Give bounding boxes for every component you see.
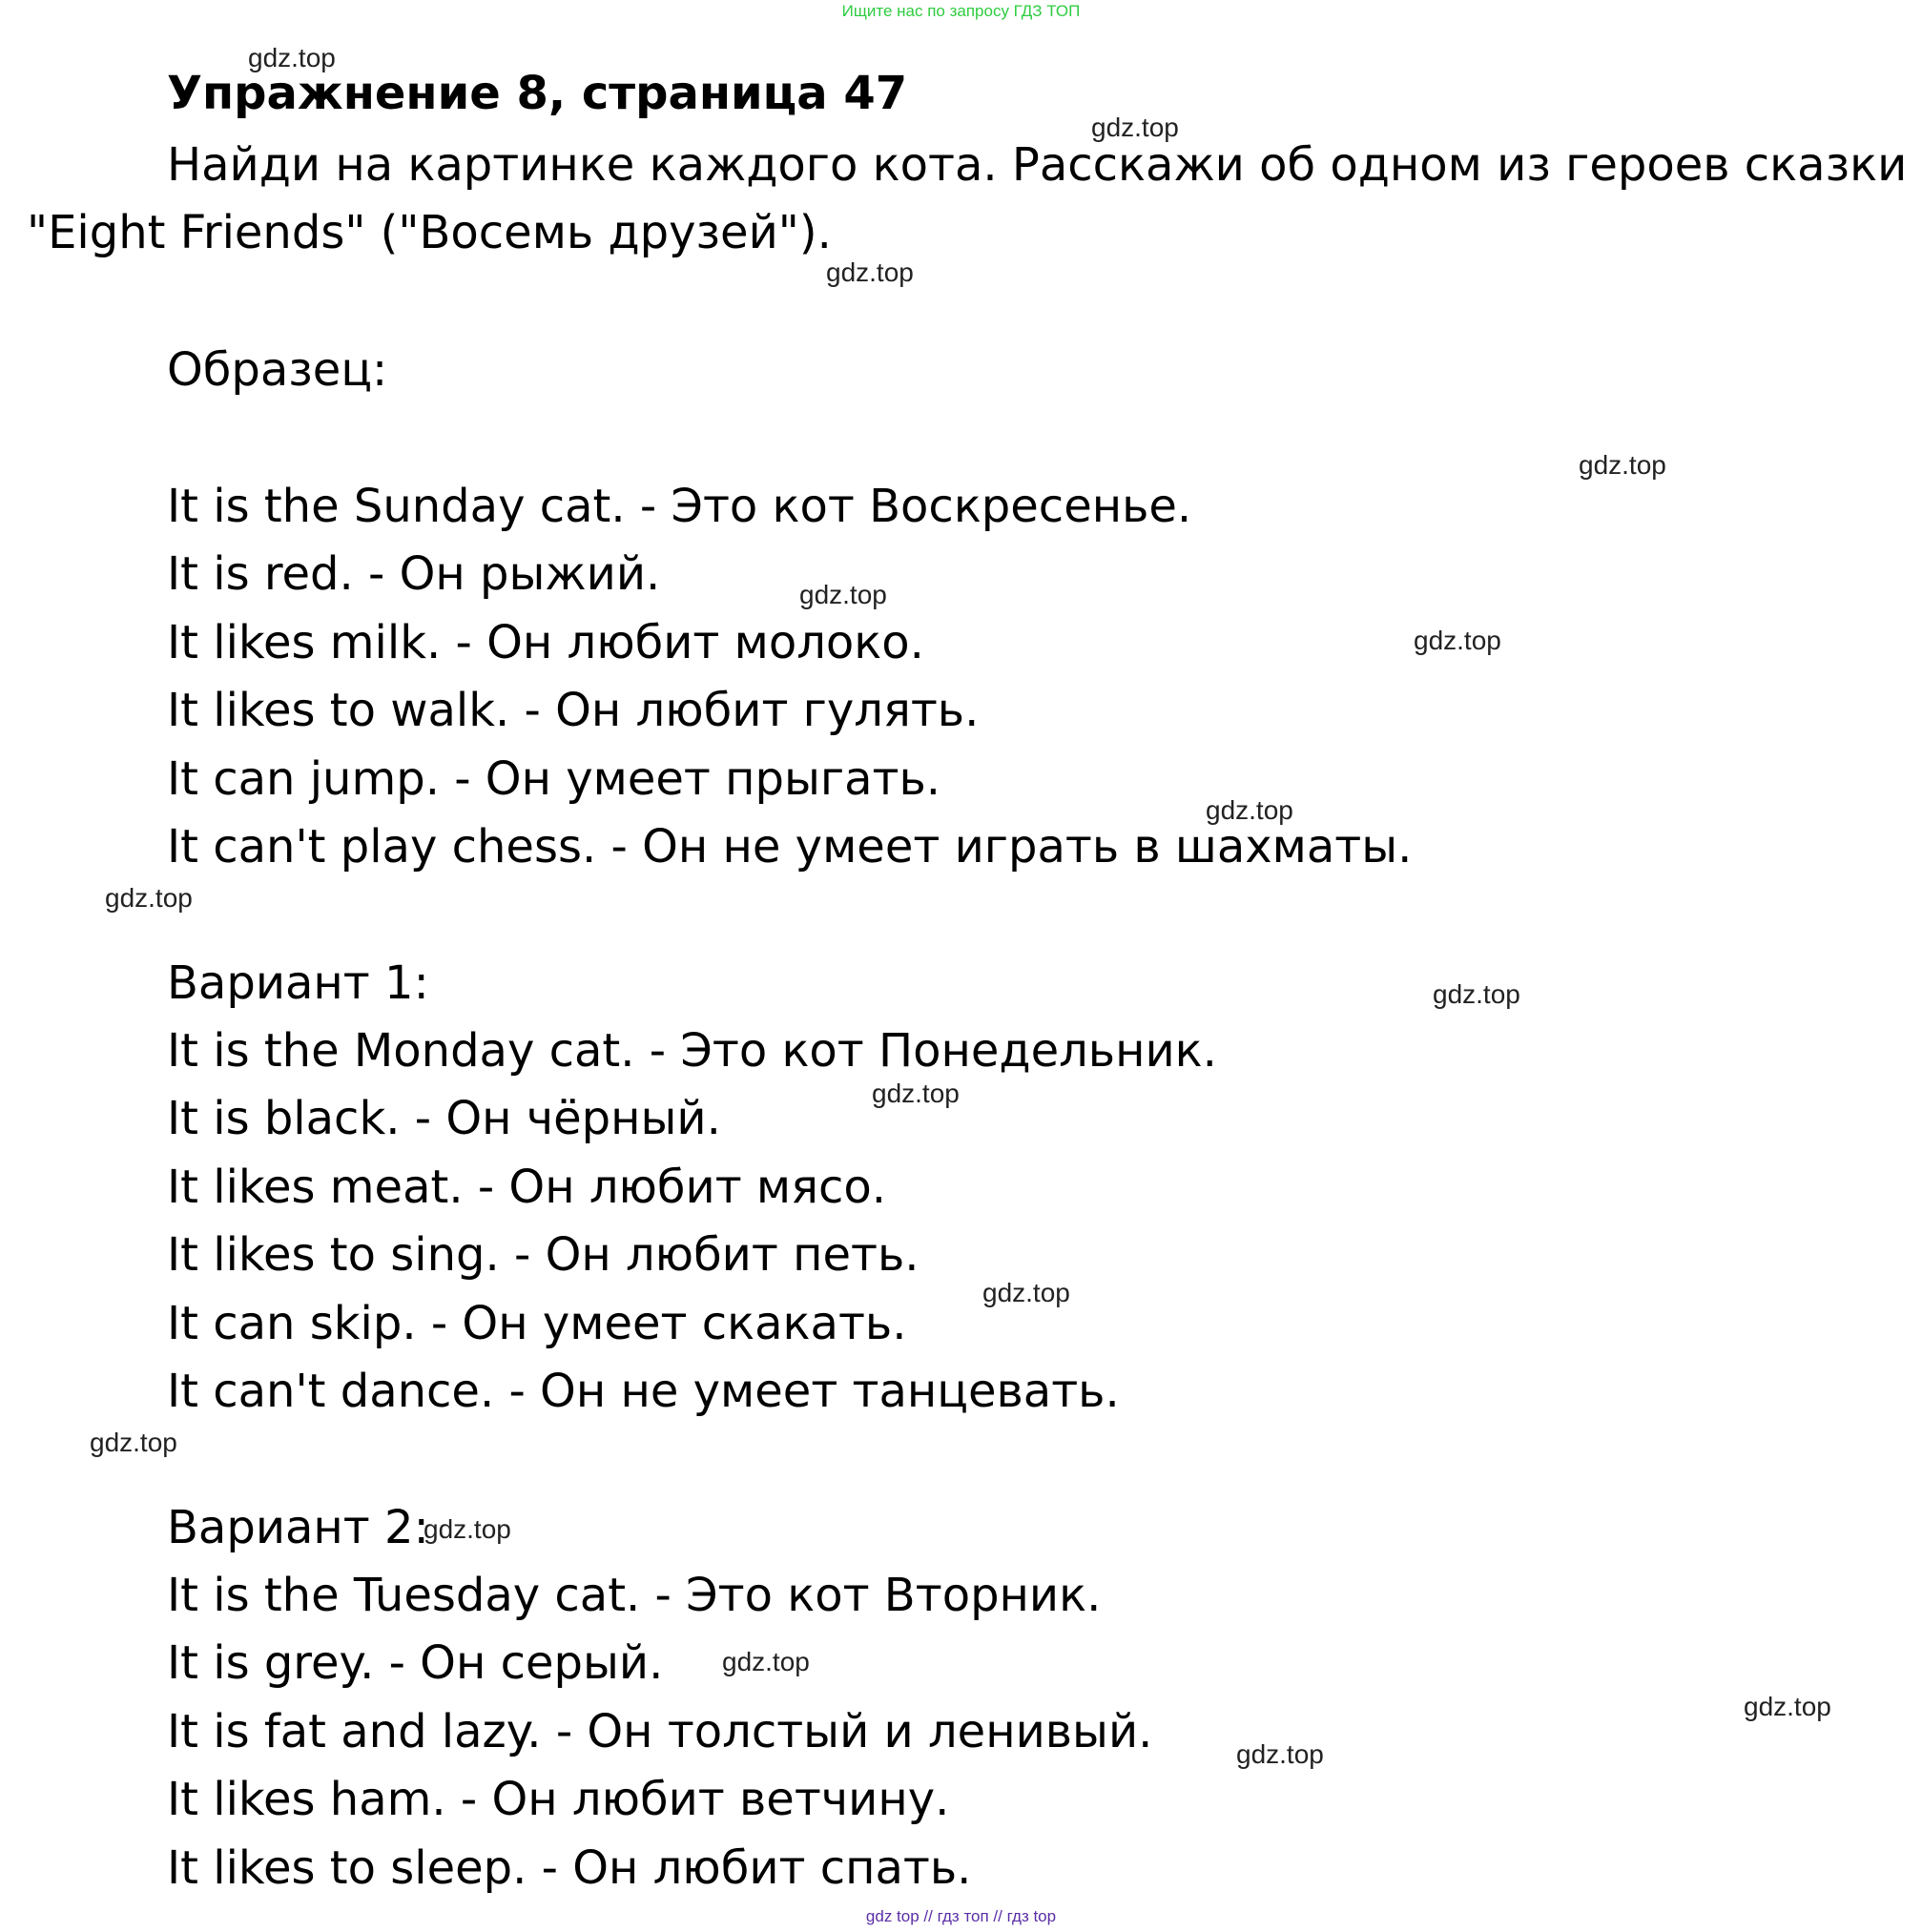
variant-1-line: It is black. - Он чёрный.: [167, 1092, 721, 1145]
variant-1-line: It likes meat. - Он любит мясо.: [167, 1161, 887, 1214]
variant-1-line: It can't dance. - Он не умеет танцевать.: [167, 1365, 1120, 1418]
variant-1-line: It is the Monday cat. - Это кот Понедельник.: [167, 1024, 1217, 1078]
task-text-line-2: "Eight Friends" ("Восемь друзей").: [27, 206, 832, 259]
watermark: gdz.top: [982, 1278, 1070, 1307]
watermark: gdz.top: [1236, 1739, 1324, 1769]
variant-2-line: It is fat and lazy. - Он толстый и ленивый.: [167, 1705, 1153, 1758]
watermark: gdz.top: [105, 883, 193, 913]
watermark: gdz.top: [1206, 795, 1293, 825]
sample-line: It is red. - Он рыжий.: [167, 547, 661, 601]
watermark: gdz.top: [722, 1647, 810, 1676]
variant-1-line: It can skip. - Он умеет скакать.: [167, 1297, 907, 1350]
sample-line: It likes to walk. - Он любит гулять.: [167, 684, 980, 737]
watermark: gdz.top: [248, 43, 336, 72]
sample-line: It is the Sunday cat. - Это кот Воскресенье.: [167, 480, 1192, 533]
watermark: gdz.top: [872, 1079, 960, 1108]
variant-2-line: It is the Tuesday cat. - Это кот Вторник.: [167, 1569, 1102, 1622]
variant-2-line: It likes to sleep. - Он любит спать.: [167, 1841, 972, 1895]
watermark: gdz.top: [1433, 979, 1520, 1009]
watermark: gdz.top: [1579, 450, 1666, 480]
variant-2-label: Вариант 2:: [167, 1501, 429, 1554]
watermark: gdz.top: [1414, 626, 1501, 655]
sample-line: It can't play chess. - Он не умеет играть в шахматы.: [167, 820, 1413, 874]
variant-2-line: It likes ham. - Он любит ветчину.: [167, 1773, 950, 1826]
sample-label: Образец:: [167, 343, 388, 397]
sample-line: It can jump. - Он умеет прыгать.: [167, 752, 941, 806]
top-banner: Ищите нас по запросу ГДЗ ТОП: [841, 2, 1081, 20]
watermark: gdz.top: [424, 1514, 511, 1544]
watermark: gdz.top: [1091, 113, 1179, 142]
watermark: gdz.top: [1744, 1692, 1831, 1721]
watermark: gdz.top: [90, 1428, 177, 1457]
variant-1-label: Вариант 1:: [167, 956, 429, 1010]
footer: gdz top // гдз топ // гдз top: [865, 1907, 1057, 1925]
watermark: gdz.top: [799, 580, 887, 609]
variant-2-line: It is grey. - Он серый.: [167, 1636, 664, 1690]
variant-1-line: It likes to sing. - Он любит петь.: [167, 1228, 920, 1282]
task-text-line-1: Найди на картинке каждого кота. Расскажи об одном из героев сказки: [167, 138, 1908, 192]
watermark: gdz.top: [826, 257, 914, 287]
sample-line: It likes milk. - Он любит молоко.: [167, 616, 924, 669]
page-title: Упражнение 8, страница 47: [167, 67, 908, 120]
